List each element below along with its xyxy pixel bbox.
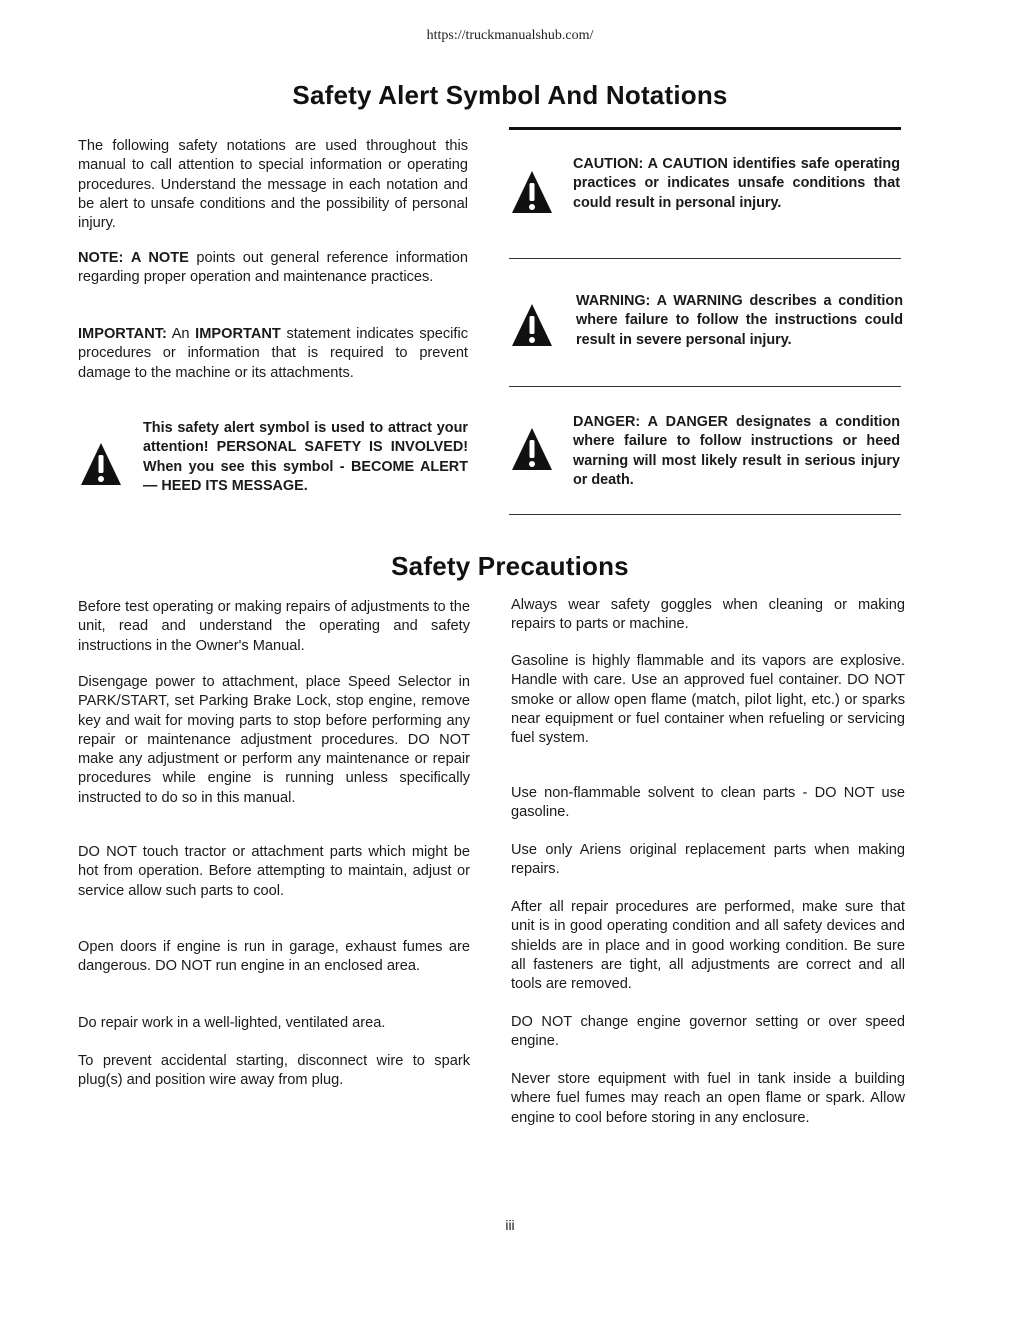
note-text: points out general reference information regarding proper operation and maintenance practices. [78, 250, 468, 286]
important-keyword: IMPORTANT [195, 326, 281, 342]
precaution-right-7: Never store equipment with fuel in tank inside a building where fuel fumes may reach an open flame or spark. Allow engine to cool before storing in any enclosure. [511, 1071, 905, 1126]
note-paragraph [78, 249, 468, 288]
precaution-left-4: Open doors if engine is run in garage, exhaust fumes are dangerous. DO NOT run engine in an enclosed area. [78, 939, 470, 975]
danger-text: designates a condition where failure to follow instructions or heed warning will most likely result in serious injury or death. [573, 414, 900, 488]
caution-keyword: A CAUTION [647, 156, 728, 172]
section-title-safety-precautions: Safety Precautions [391, 551, 629, 581]
intro-paragraph: The following safety notations are used throughout this manual to call attention to special information or operating procedures. Understand the message in each notation and be alert to unsafe conditions and the possibility of personal injury. [78, 138, 468, 232]
warning-keyword: A WARNING [656, 293, 743, 309]
danger-keyword: A DANGER [647, 414, 728, 430]
precaution-left-1: Before test operating or making repairs of adjustments to the unit, read and understand the operating and safety instructions in the Owner's Manual. [78, 599, 470, 654]
divider-rule [509, 514, 901, 515]
note-label: NOTE: [78, 250, 124, 266]
precaution-right-1: Always wear safety goggles when cleaning or making repairs to parts or machine. [511, 597, 905, 633]
caution-triangle-icon [511, 170, 553, 216]
caution-text: identifies safe operating practices or indicates unsafe conditions that could result in personal injury. [573, 156, 900, 211]
precaution-left-5: Do repair work in a well-lighted, ventilated area. [78, 1015, 386, 1031]
precaution-left-2: Disengage power to attachment, place Speed Selector in PARK/START, set Parking Brake Lock, stop engine, remove key and wait for moving parts to stop before performing any repair or maintenance adjustment procedures. DO NOT make any adjustment or perform any maintenance or repair procedures while engine is running unless specifically instructed to do so in this manual. [78, 674, 470, 806]
top-rule [509, 127, 901, 130]
precaution-right-3: Use non-flammable solvent to clean parts - DO NOT use gasoline. [511, 785, 905, 821]
caution-label: CAUTION: [573, 156, 644, 172]
alert-symbol-paragraph: This safety alert symbol is used to attract your attention! PERSONAL SAFETY IS INVOLVED! When you see this symbol - BECOME ALERT — HEED ITS MESSAGE. [143, 420, 468, 494]
important-prefix: An [171, 326, 190, 342]
precaution-right-2: Gasoline is highly flammable and its vapors are explosive. Handle with care. Use an approved fuel container. DO NOT smoke or allow open flame (match, pilot light, etc.) or sparks near equipment or fuel container when refueling or servicing fuel system. [511, 653, 905, 747]
caution-paragraph [573, 155, 900, 213]
section-title-safety-alert: Safety Alert Symbol And Notations [292, 80, 728, 110]
divider-rule [509, 386, 901, 387]
divider-rule [509, 258, 901, 259]
important-label: IMPORTANT: [78, 326, 167, 342]
precaution-right-5: After all repair procedures are performed, make sure that unit is in good operating condition and all safety devices and shields are in place and in good working condition. Be sure all fasteners are tight, all adjustments are correct and all tools are removed. [511, 899, 905, 993]
precaution-right-4: Use only Ariens original replacement parts when making repairs. [511, 842, 905, 878]
note-keyword: A NOTE [130, 250, 189, 266]
warning-text: describes a condition where failure to follow the instructions could result in severe personal injury. [576, 293, 903, 348]
page-number: iii [505, 1217, 515, 1233]
danger-triangle-icon [511, 427, 553, 473]
precaution-right-6: DO NOT change engine governor setting or over speed engine. [511, 1014, 905, 1050]
warning-triangle-icon [511, 303, 553, 349]
important-paragraph [78, 325, 468, 383]
warning-triangle-icon [80, 442, 122, 488]
warning-label: WARNING: [576, 293, 651, 309]
danger-label: DANGER: [573, 414, 641, 430]
precaution-left-3: DO NOT touch tractor or attachment parts which might be hot from operation. Before attempting to maintain, adjust or service allow such parts to cool. [78, 844, 470, 899]
header-url: https://truckmanualshub.com/ [426, 28, 594, 43]
warning-paragraph [576, 292, 903, 350]
danger-paragraph [573, 413, 900, 490]
precaution-left-6: To prevent accidental starting, disconnect wire to spark plug(s) and position wire away from plug. [78, 1053, 470, 1089]
important-text: statement indicates specific procedures or information that is required to prevent damage to the machine or its attachments. [78, 326, 468, 381]
